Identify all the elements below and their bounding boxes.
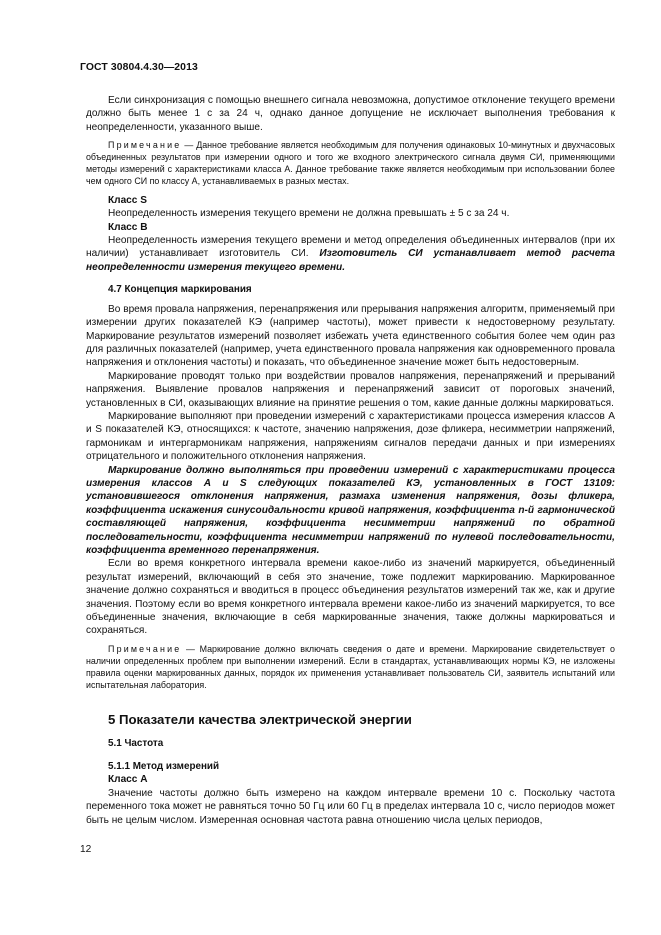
paragraph-marking-aggregation: Если во время конкретного интервала времени какое-либо из значений маркируется, объединенный результат измерений, включающий в себя это значение, тоже подлежит маркированию. Маркированное значение должно сохраняться и вводиться в процесс объединения результатов измерений так же, как и другие значения. Поэтому если во время конкретного интервала времени какое-либо из значений маркируется, то все объединенные значения, включающие в себя маркированные значения, также должны маркироваться и сохраняться.	[86, 558, 615, 637]
paragraph-marking-gost: Маркирование должно выполняться при проведении измерений с характеристиками процесса измерения классов А и S следующих показателей КЭ, установленных в ГОСТ 13109: установившегося отклонения напряжения, размаха изменения напряжения, дозы фликера, коэффициента искажения синусоидальности кривой напряжения, коэффициента n-й гармонической составляющей напряжения, коэффициента несимметрии напряжений по обратной последовательности, коэффициента несимметрии напряжений по нулевой последовательности, коэффициента временного перенапряжения.	[86, 464, 615, 556]
note-text: — Данное требование является необходимым для получения одинаковых 10-минутных и двухчасовых объединенных результатов при измерении одного и того же входного электрического сигнала двумя СИ, применяющими методы измерений с характеристиками класса А. Данное требование также является необходимым при использовании более чем одного СИ по классу А, устанавливаемых в разных местах.	[86, 140, 615, 186]
section-heading-5-1-1: 5.1.1 Метод измерений	[108, 760, 220, 772]
page-number: 12	[80, 844, 92, 855]
paragraph-marking-conditions: Маркирование проводят только при воздействии провалов напряжения, перенапряжений и прерываний напряжения. Выявление провалов напряжения и перенапряжений зависит от пороговых значений, установленных в СИ, оказывающих влияние на принятие решения о том, какие данные должны маркироваться.	[86, 370, 615, 409]
note-text: — Маркирование должно включать сведения о дате и времени. Маркирование свидетельствует о наличии определенных проблем при выполнении измерений. Если в стандартах, устанавливающих нормы КЭ, не изложены правила оценки маркированных данных, порядок их применения устанавливает пользователь СИ, заявитель испытаний или испытательная лаборатория.	[86, 643, 615, 690]
page-content	[86, 94, 615, 827]
paragraph-class-b-emphasis: Изготовитель СИ устанавливает метод расчета неопределенности измерения текущего времени.	[86, 248, 615, 273]
note-label: Примечание	[108, 140, 182, 151]
paragraph-sync: Если синхронизация с помощью внешнего сигнала невозможна, допустимое отклонение текущего времени должно быть менее 1 с за 24 ч, однако данное допущение не исключает выполнения требования к неопределенности, указанного выше.	[86, 95, 615, 133]
paragraph-class-b-text: Неопределенность измерения текущего времени и метод определения объединенных интервалов (при их наличии) устанавливает изготовитель СИ.	[86, 235, 615, 260]
section-heading-4-7: 4.7 Концепция маркирования	[108, 284, 252, 296]
class-s-heading: Класс S	[108, 194, 147, 206]
note-requirement	[86, 140, 615, 188]
paragraph-frequency: Значение частоты должно быть измерено на каждом интервале времени 10 с. Поскольку частота переменного тока может не равняться точно 50 Гц или 60 Гц в пределах интервала 10 с, число периодов может быть не целым числом. Измеренная основная частота равна отношению числа целых периодов,	[86, 787, 615, 826]
section-heading-5-1: 5.1 Частота	[108, 738, 164, 750]
note-marking	[86, 644, 615, 692]
note-label: Примечание	[108, 643, 182, 654]
section-heading-5: 5 Показатели качества электрической энергии	[108, 712, 412, 728]
class-b-heading: Класс В	[108, 221, 148, 233]
paragraph-marking-intro: Во время провала напряжения, перенапряжения или прерывания напряжения алгоритм, применяемый при измерении других показателей КЭ (например частоты), может привести к недостоверному результату. Маркирование результатов измерений позволяет избежать учета единственного события более чем один раз для различных показателей (например, учета единственного провала напряжения как одновременного провала напряжения и отклонения частоты) и показать, что объединенное значение может быть недостоверным.	[86, 303, 615, 369]
class-a-heading: Класс А	[108, 774, 148, 786]
paragraph-class-b	[86, 234, 615, 274]
paragraph-marking-scope: Маркирование выполняют при проведении измерений с характеристиками процесса измерения классов А и S показателей КЭ, относящихся: к частоте, значению напряжения, дозе фликера, несимметрии напряжений, гармоникам и интергармоникам напряжения, напряжениям сигналов передачи данных и при измерениях отрицательного и положительного отклонения напряжения.	[86, 410, 615, 463]
paragraph-class-s: Неопределенность измерения текущего времени не должна превышать ± 5 с за 24 ч.	[108, 208, 510, 220]
document-header: ГОСТ 30804.4.30—2013	[80, 62, 198, 73]
